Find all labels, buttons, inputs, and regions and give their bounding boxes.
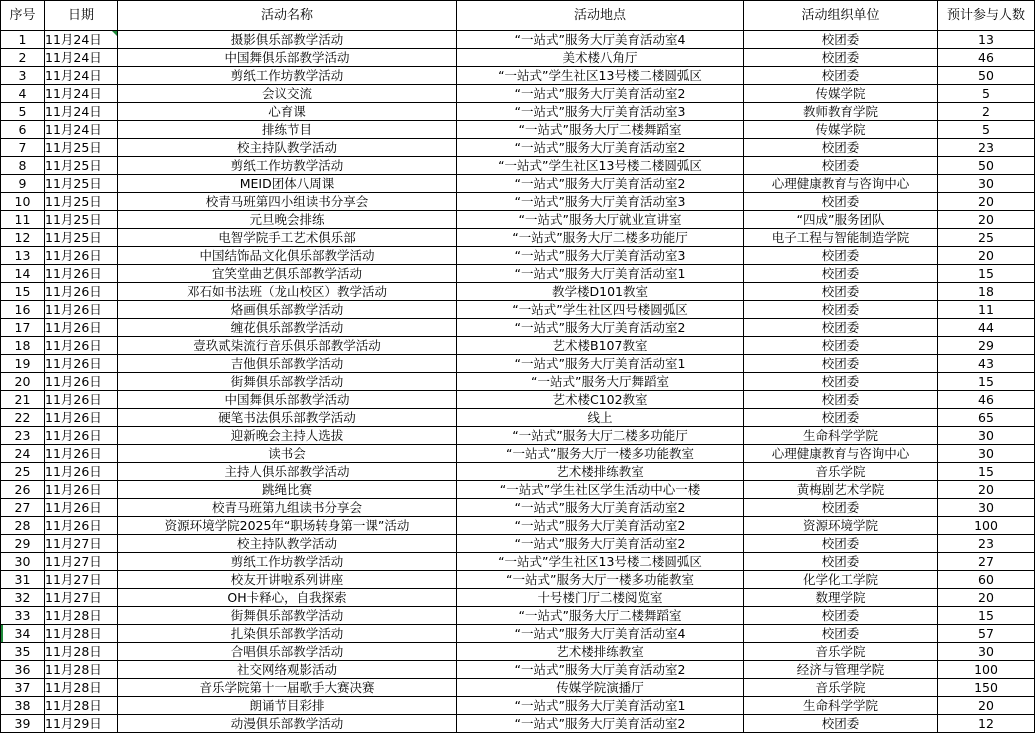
cell-location[interactable]: “一站式”服务大厅美育活动室1: [457, 697, 744, 715]
cell-expected-count[interactable]: 50: [938, 67, 1035, 85]
cell-expected-count[interactable]: 11: [938, 301, 1035, 319]
cell-location[interactable]: 十号楼门厅二楼阅览室: [457, 589, 744, 607]
cell-expected-count[interactable]: 100: [938, 661, 1035, 679]
cell-date[interactable]: 11月26日: [45, 301, 118, 319]
cell-expected-count[interactable]: 30: [938, 427, 1035, 445]
cell-activity-name[interactable]: 电智学院手工艺术俱乐部: [118, 229, 457, 247]
cell-activity-name[interactable]: 扎染俱乐部教学活动: [118, 625, 457, 643]
cell-organizer[interactable]: 心理健康教育与咨询中心: [744, 175, 938, 193]
cell-location[interactable]: “一站式”服务大厅美育活动室2: [457, 175, 744, 193]
cell-location[interactable]: “一站式”学生社区13号楼二楼圆弧区: [457, 157, 744, 175]
cell-organizer[interactable]: 心理健康教育与咨询中心: [744, 445, 938, 463]
cell-location[interactable]: “一站式”服务大厅美育活动室2: [457, 517, 744, 535]
cell-organizer[interactable]: 校团委: [744, 391, 938, 409]
cell-expected-count[interactable]: 30: [938, 175, 1035, 193]
cell-organizer[interactable]: 生命科学学院: [744, 427, 938, 445]
table-row: [1, 337, 1035, 355]
cell-date[interactable]: 11月24日: [45, 103, 118, 121]
cell-index[interactable]: 12: [1, 229, 45, 247]
table-row: [1, 445, 1035, 463]
table-row: [1, 625, 1035, 643]
cell-date[interactable]: 11月29日: [45, 715, 118, 733]
cell-date[interactable]: 11月28日: [45, 661, 118, 679]
table-row: [1, 697, 1035, 715]
cell-date[interactable]: 11月26日: [45, 373, 118, 391]
cell-date[interactable]: 11月24日: [45, 121, 118, 139]
cell-index[interactable]: 26: [1, 481, 45, 499]
table-row: [1, 139, 1035, 157]
cell-date[interactable]: 11月26日: [45, 463, 118, 481]
cell-date[interactable]: 11月25日: [45, 211, 118, 229]
cell-index[interactable]: 21: [1, 391, 45, 409]
cell-activity-name[interactable]: 校青马班第九组读书分享会: [118, 499, 457, 517]
cell-index[interactable]: 32: [1, 589, 45, 607]
cell-expected-count[interactable]: 29: [938, 337, 1035, 355]
cell-organizer[interactable]: 校团委: [744, 715, 938, 733]
cell-activity-name[interactable]: 街舞俱乐部教学活动: [118, 373, 457, 391]
cell-expected-count[interactable]: 15: [938, 265, 1035, 283]
cell-index[interactable]: 23: [1, 427, 45, 445]
cell-index[interactable]: 17: [1, 319, 45, 337]
cell-activity-name[interactable]: 剪纸工作坊教学活动: [118, 67, 457, 85]
header-date[interactable]: 日期: [45, 1, 118, 31]
header-organizer[interactable]: 活动组织单位: [744, 1, 938, 31]
table-row: [1, 427, 1035, 445]
cell-activity-name[interactable]: 剪纸工作坊教学活动: [118, 553, 457, 571]
cell-index[interactable]: 33: [1, 607, 45, 625]
cell-date[interactable]: 11月28日: [45, 679, 118, 697]
table-row: [1, 481, 1035, 499]
cell-location[interactable]: “一站式”学生社区四号楼圆弧区: [457, 301, 744, 319]
header-row: [1, 1, 1035, 31]
header-index[interactable]: 序号: [1, 1, 45, 31]
cell-activity-name[interactable]: 迎新晚会主持人选拔: [118, 427, 457, 445]
cell-date[interactable]: 11月28日: [45, 643, 118, 661]
cell-location[interactable]: “一站式”学生社区13号楼二楼圆弧区: [457, 67, 744, 85]
cell-expected-count[interactable]: 27: [938, 553, 1035, 571]
cell-index[interactable]: 36: [1, 661, 45, 679]
cell-date[interactable]: 11月27日: [45, 571, 118, 589]
table-row: [1, 715, 1035, 733]
cell-expected-count[interactable]: 20: [938, 697, 1035, 715]
cell-index[interactable]: 13: [1, 247, 45, 265]
cell-index[interactable]: 39: [1, 715, 45, 733]
cell-location[interactable]: 艺术楼排练教室: [457, 643, 744, 661]
cell-date[interactable]: 11月25日: [45, 193, 118, 211]
cell-date[interactable]: 11月28日: [45, 607, 118, 625]
cell-date[interactable]: 11月26日: [45, 499, 118, 517]
cell-expected-count[interactable]: 20: [938, 589, 1035, 607]
cell-expected-count[interactable]: 65: [938, 409, 1035, 427]
cell-location[interactable]: “一站式”服务大厅美育活动室3: [457, 103, 744, 121]
cell-location[interactable]: “一站式”服务大厅美育活动室3: [457, 247, 744, 265]
cell-expected-count[interactable]: 20: [938, 481, 1035, 499]
cell-organizer[interactable]: 校团委: [744, 139, 938, 157]
cell-location[interactable]: “一站式”服务大厅美育活动室2: [457, 139, 744, 157]
table-row: [1, 85, 1035, 103]
cell-location[interactable]: “一站式”服务大厅美育活动室1: [457, 265, 744, 283]
cell-organizer[interactable]: 音乐学院: [744, 643, 938, 661]
cell-date[interactable]: 11月26日: [45, 247, 118, 265]
cell-organizer[interactable]: 校团委: [744, 409, 938, 427]
table-row: [1, 229, 1035, 247]
cell-index[interactable]: 24: [1, 445, 45, 463]
cell-expected-count[interactable]: 13: [938, 31, 1035, 49]
cell-location[interactable]: “一站式”服务大厅美育活动室3: [457, 193, 744, 211]
cell-organizer[interactable]: 经济与管理学院: [744, 661, 938, 679]
cell-index[interactable]: 2: [1, 49, 45, 67]
cell-organizer[interactable]: 校团委: [744, 553, 938, 571]
cell-location[interactable]: 艺术楼C102教室: [457, 391, 744, 409]
cell-organizer[interactable]: 校团委: [744, 31, 938, 49]
cell-location[interactable]: “一站式”学生社区学生活动中心一楼: [457, 481, 744, 499]
cell-organizer[interactable]: 校团委: [744, 319, 938, 337]
cell-date[interactable]: 11月26日: [45, 283, 118, 301]
cell-location[interactable]: “一站式”服务大厅一楼多功能教室: [457, 445, 744, 463]
cell-organizer[interactable]: 校团委: [744, 355, 938, 373]
cell-activity-name[interactable]: 跳绳比赛: [118, 481, 457, 499]
cell-index[interactable]: 11: [1, 211, 45, 229]
table-row: [1, 247, 1035, 265]
cell-expected-count[interactable]: 57: [938, 625, 1035, 643]
cell-index[interactable]: 15: [1, 283, 45, 301]
cell-location[interactable]: 艺术楼B107教室: [457, 337, 744, 355]
cell-index[interactable]: 22: [1, 409, 45, 427]
table-body: [1, 31, 1035, 733]
cell-date[interactable]: 11月26日: [45, 319, 118, 337]
cell-date[interactable]: 11月24日: [45, 49, 118, 67]
cell-activity-name[interactable]: 校主持队教学活动: [118, 535, 457, 553]
table-row: [1, 265, 1035, 283]
cell-date[interactable]: 11月26日: [45, 355, 118, 373]
cell-organizer[interactable]: 音乐学院: [744, 679, 938, 697]
cell-date[interactable]: 11月27日: [45, 589, 118, 607]
cell-organizer[interactable]: 音乐学院: [744, 463, 938, 481]
cell-date[interactable]: 11月25日: [45, 139, 118, 157]
cell-location[interactable]: 艺术楼排练教室: [457, 463, 744, 481]
cell-activity-name[interactable]: 动漫俱乐部教学活动: [118, 715, 457, 733]
cell-index[interactable]: 1: [1, 31, 45, 49]
table-row: [1, 463, 1035, 481]
cell-index[interactable]: 37: [1, 679, 45, 697]
cell-expected-count[interactable]: 46: [938, 391, 1035, 409]
cell-location[interactable]: “一站式”学生社区13号楼二楼圆弧区: [457, 553, 744, 571]
cell-expected-count[interactable]: 30: [938, 499, 1035, 517]
table-row: [1, 211, 1035, 229]
cell-location[interactable]: 教学楼D101教室: [457, 283, 744, 301]
table-row: [1, 661, 1035, 679]
cell-location[interactable]: “一站式”服务大厅二楼舞蹈室: [457, 121, 744, 139]
cell-location[interactable]: “一站式”服务大厅美育活动室2: [457, 661, 744, 679]
table-row: [1, 553, 1035, 571]
cell-expected-count[interactable]: 50: [938, 157, 1035, 175]
cell-location[interactable]: “一站式”服务大厅美育活动室4: [457, 625, 744, 643]
table-row: [1, 373, 1035, 391]
cell-activity-name[interactable]: 校青马班第四小组读书分享会: [118, 193, 457, 211]
table-row: [1, 499, 1035, 517]
cell-organizer[interactable]: 电子工程与智能制造学院: [744, 229, 938, 247]
cell-expected-count[interactable]: 18: [938, 283, 1035, 301]
cell-activity-name[interactable]: 摄影俱乐部教学活动: [118, 31, 457, 49]
cell-index[interactable]: 30: [1, 553, 45, 571]
cell-organizer[interactable]: 教师教育学院: [744, 103, 938, 121]
cell-date[interactable]: 11月25日: [45, 157, 118, 175]
cell-index[interactable]: 19: [1, 355, 45, 373]
cell-index[interactable]: 28: [1, 517, 45, 535]
cell-date[interactable]: 11月25日: [45, 229, 118, 247]
cell-activity-name[interactable]: 合唱俱乐部教学活动: [118, 643, 457, 661]
cell-activity-name[interactable]: 会议交流: [118, 85, 457, 103]
cell-organizer[interactable]: 校团委: [744, 373, 938, 391]
cell-organizer[interactable]: 校团委: [744, 193, 938, 211]
cell-activity-name[interactable]: 硬笔书法俱乐部教学活动: [118, 409, 457, 427]
cell-date[interactable]: 11月27日: [45, 535, 118, 553]
cell-expected-count[interactable]: 23: [938, 535, 1035, 553]
cell-expected-count[interactable]: 20: [938, 247, 1035, 265]
cell-location[interactable]: “一站式”服务大厅就业宣讲室: [457, 211, 744, 229]
cell-location[interactable]: “一站式”服务大厅美育活动室2: [457, 319, 744, 337]
table-row: [1, 643, 1035, 661]
table-row: [1, 175, 1035, 193]
cell-organizer[interactable]: 校团委: [744, 535, 938, 553]
cell-index[interactable]: 34: [1, 625, 45, 643]
cell-location[interactable]: “一站式”服务大厅美育活动室1: [457, 355, 744, 373]
cell-index[interactable]: 5: [1, 103, 45, 121]
cell-organizer[interactable]: 校团委: [744, 283, 938, 301]
cell-organizer[interactable]: 校团委: [744, 301, 938, 319]
table-row: [1, 103, 1035, 121]
cell-date[interactable]: 11月26日: [45, 445, 118, 463]
table-row: [1, 571, 1035, 589]
cell-index[interactable]: 6: [1, 121, 45, 139]
cell-index[interactable]: 10: [1, 193, 45, 211]
cell-index[interactable]: 31: [1, 571, 45, 589]
cell-date[interactable]: 11月26日: [45, 391, 118, 409]
table-row: [1, 283, 1035, 301]
cell-date[interactable]: 11月26日: [45, 517, 118, 535]
cell-activity-name[interactable]: 中国结饰品文化俱乐部教学活动: [118, 247, 457, 265]
cell-location[interactable]: 美术楼八角厅: [457, 49, 744, 67]
cell-location[interactable]: “一站式”服务大厅美育活动室4: [457, 31, 744, 49]
cell-index[interactable]: 18: [1, 337, 45, 355]
cell-activity-name[interactable]: 宜笑堂曲艺俱乐部教学活动: [118, 265, 457, 283]
cell-organizer[interactable]: 传媒学院: [744, 85, 938, 103]
cell-activity-name[interactable]: 社交网络观影活动: [118, 661, 457, 679]
cell-location[interactable]: “一站式”服务大厅舞蹈室: [457, 373, 744, 391]
table-row: [1, 589, 1035, 607]
cell-organizer[interactable]: 校团委: [744, 265, 938, 283]
cell-activity-name[interactable]: 元旦晚会排练: [118, 211, 457, 229]
cell-location[interactable]: “一站式”服务大厅美育活动室2: [457, 535, 744, 553]
table-row: [1, 31, 1035, 49]
table-row: [1, 49, 1035, 67]
cell-date[interactable]: 11月26日: [45, 481, 118, 499]
cell-activity-name[interactable]: 中国舞俱乐部教学活动: [118, 49, 457, 67]
header-location[interactable]: 活动地点: [457, 1, 744, 31]
cell-activity-name[interactable]: 吉他俱乐部教学活动: [118, 355, 457, 373]
table-row: [1, 607, 1035, 625]
cell-date[interactable]: 11月26日: [45, 409, 118, 427]
cell-activity-name[interactable]: 读书会: [118, 445, 457, 463]
cell-activity-name[interactable]: 朗诵节目彩排: [118, 697, 457, 715]
table-row: [1, 301, 1035, 319]
cell-organizer[interactable]: 数理学院: [744, 589, 938, 607]
cell-expected-count[interactable]: 15: [938, 463, 1035, 481]
cell-index[interactable]: 8: [1, 157, 45, 175]
cell-location[interactable]: “一站式”服务大厅一楼多功能教室: [457, 571, 744, 589]
cell-location[interactable]: “一站式”服务大厅美育活动室2: [457, 715, 744, 733]
cell-activity-name[interactable]: MEID团体八周课: [118, 175, 457, 193]
cell-activity-name[interactable]: 排练节目: [118, 121, 457, 139]
cell-organizer[interactable]: 校团委: [744, 337, 938, 355]
cell-organizer[interactable]: 资源环境学院: [744, 517, 938, 535]
cell-index[interactable]: 27: [1, 499, 45, 517]
cell-organizer[interactable]: 校团委: [744, 157, 938, 175]
cell-expected-count[interactable]: 25: [938, 229, 1035, 247]
cell-organizer[interactable]: 校团委: [744, 67, 938, 85]
cell-expected-count[interactable]: 5: [938, 121, 1035, 139]
cell-expected-count[interactable]: 15: [938, 607, 1035, 625]
table-row: [1, 157, 1035, 175]
cell-index[interactable]: 20: [1, 373, 45, 391]
cell-index[interactable]: 38: [1, 697, 45, 715]
cell-expected-count[interactable]: 15: [938, 373, 1035, 391]
cell-date[interactable]: 11月27日: [45, 553, 118, 571]
cell-index[interactable]: 25: [1, 463, 45, 481]
cell-activity-name[interactable]: 校友开讲啦系列讲座: [118, 571, 457, 589]
cell-organizer[interactable]: 校团委: [744, 49, 938, 67]
cell-location[interactable]: 线上: [457, 409, 744, 427]
cell-expected-count[interactable]: 100: [938, 517, 1035, 535]
cell-activity-name[interactable]: 缠花俱乐部教学活动: [118, 319, 457, 337]
cell-expected-count[interactable]: 150: [938, 679, 1035, 697]
cell-date[interactable]: 11月28日: [45, 625, 118, 643]
cell-location[interactable]: “一站式”服务大厅美育活动室2: [457, 85, 744, 103]
header-activity-name[interactable]: 活动名称: [118, 1, 457, 31]
table-row: [1, 679, 1035, 697]
cell-index[interactable]: 35: [1, 643, 45, 661]
cell-organizer[interactable]: 校团委: [744, 499, 938, 517]
cell-activity-name[interactable]: 资源环境学院2025年“职场转身第一课”活动: [118, 517, 457, 535]
table-row: [1, 121, 1035, 139]
cell-organizer[interactable]: 校团委: [744, 607, 938, 625]
cell-expected-count[interactable]: 20: [938, 211, 1035, 229]
cell-activity-name[interactable]: 音乐学院第十一届歌手大赛决赛: [118, 679, 457, 697]
cell-index[interactable]: 14: [1, 265, 45, 283]
cell-expected-count[interactable]: 2: [938, 103, 1035, 121]
cell-expected-count[interactable]: 30: [938, 445, 1035, 463]
cell-activity-name[interactable]: 校主持队教学活动: [118, 139, 457, 157]
cell-activity-name[interactable]: 中国舞俱乐部教学活动: [118, 391, 457, 409]
cell-date[interactable]: 11月24日: [45, 67, 118, 85]
cell-index[interactable]: 3: [1, 67, 45, 85]
cell-expected-count[interactable]: 43: [938, 355, 1035, 373]
table-row: [1, 193, 1035, 211]
cell-activity-name[interactable]: OH卡释心，自我探索: [118, 589, 457, 607]
cell-index[interactable]: 16: [1, 301, 45, 319]
cell-organizer[interactable]: 校团委: [744, 247, 938, 265]
cell-expected-count[interactable]: 60: [938, 571, 1035, 589]
cell-location[interactable]: “一站式”服务大厅二楼多功能厅: [457, 229, 744, 247]
cell-location[interactable]: 传媒学院演播厅: [457, 679, 744, 697]
cell-date[interactable]: 11月24日: [45, 31, 118, 49]
table-row: [1, 391, 1035, 409]
cell-date[interactable]: 11月26日: [45, 265, 118, 283]
table-row: [1, 409, 1035, 427]
cell-location[interactable]: “一站式”服务大厅二楼舞蹈室: [457, 607, 744, 625]
cell-expected-count[interactable]: 30: [938, 643, 1035, 661]
cell-expected-count[interactable]: 46: [938, 49, 1035, 67]
cell-date[interactable]: 11月25日: [45, 175, 118, 193]
cell-organizer[interactable]: 生命科学学院: [744, 697, 938, 715]
cell-organizer[interactable]: 黄梅剧艺术学院: [744, 481, 938, 499]
table-row: [1, 355, 1035, 373]
cell-expected-count[interactable]: 5: [938, 85, 1035, 103]
cell-activity-name[interactable]: 街舞俱乐部教学活动: [118, 607, 457, 625]
table-row: [1, 319, 1035, 337]
cell-date[interactable]: 11月24日: [45, 85, 118, 103]
cell-activity-name[interactable]: 壹玖贰柒流行音乐俱乐部教学活动: [118, 337, 457, 355]
cell-organizer[interactable]: “四成”服务团队: [744, 211, 938, 229]
cell-activity-name[interactable]: 邓石如书法班（龙山校区）教学活动: [118, 283, 457, 301]
cell-index[interactable]: 4: [1, 85, 45, 103]
cell-date[interactable]: 11月26日: [45, 337, 118, 355]
cell-expected-count[interactable]: 23: [938, 139, 1035, 157]
table-row: [1, 67, 1035, 85]
cell-activity-name[interactable]: 剪纸工作坊教学活动: [118, 157, 457, 175]
cell-location[interactable]: “一站式”服务大厅美育活动室2: [457, 499, 744, 517]
cell-activity-name[interactable]: 烙画俱乐部教学活动: [118, 301, 457, 319]
cell-organizer[interactable]: 化学化工学院: [744, 571, 938, 589]
cell-index[interactable]: 9: [1, 175, 45, 193]
cell-expected-count[interactable]: 20: [938, 193, 1035, 211]
cell-date[interactable]: 11月28日: [45, 697, 118, 715]
cell-index[interactable]: 7: [1, 139, 45, 157]
table-row: [1, 517, 1035, 535]
cell-organizer[interactable]: 传媒学院: [744, 121, 938, 139]
cell-activity-name[interactable]: 主持人俱乐部教学活动: [118, 463, 457, 481]
table-row: [1, 535, 1035, 553]
cell-expected-count[interactable]: 44: [938, 319, 1035, 337]
cell-activity-name[interactable]: 心育课: [118, 103, 457, 121]
cell-date[interactable]: 11月26日: [45, 427, 118, 445]
cell-index[interactable]: 29: [1, 535, 45, 553]
cell-expected-count[interactable]: 12: [938, 715, 1035, 733]
cell-location[interactable]: “一站式”服务大厅二楼多功能厅: [457, 427, 744, 445]
header-expected-count[interactable]: 预计参与人数: [938, 1, 1035, 31]
cell-organizer[interactable]: 校团委: [744, 625, 938, 643]
